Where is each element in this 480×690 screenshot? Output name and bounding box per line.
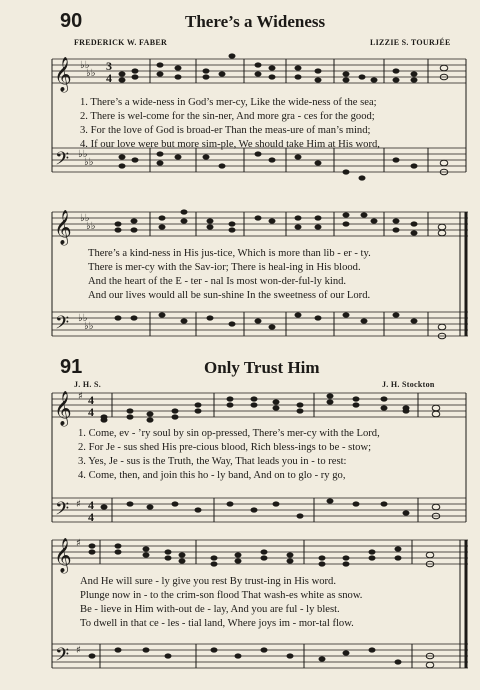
svg-text:4: 4	[88, 498, 94, 512]
svg-text:𝄢: 𝄢	[55, 149, 70, 174]
verse-line: 1. There’s a wide-ness in God’s mer-cy, Like the wide-ness of the sea;	[80, 97, 377, 108]
staff-bass-90-2	[52, 312, 468, 338]
verse-line: To dwell in that ce - les - tial land, Where joys im - mor-tal flow.	[80, 618, 354, 629]
svg-text:𝄢: 𝄢	[55, 645, 70, 670]
svg-text:𝄞: 𝄞	[54, 391, 72, 426]
svg-text:𝄢: 𝄢	[55, 313, 70, 338]
verse-line: And the heart of the E - ter - nal Is most won-der-ful-ly kind.	[88, 276, 347, 287]
composer-credit: J. H. Stockton	[382, 380, 435, 389]
svg-text:4: 4	[88, 405, 94, 419]
hymn-title: Only Trust Him	[204, 358, 320, 377]
svg-text:♭♭: ♭♭	[86, 68, 96, 79]
author-credit: J. H. S.	[74, 380, 102, 389]
svg-text:♭♭: ♭♭	[78, 313, 88, 324]
svg-text:3: 3	[106, 59, 112, 73]
svg-text:𝄞: 𝄞	[54, 538, 72, 573]
verse-line: And our lives would all be sun-shine In the sweetness of our Lord.	[88, 290, 371, 301]
verse-line: There’s a kind-ness in His jus-tice, Which is more than lib - er - ty.	[88, 248, 371, 259]
author-credit: FREDERICK W. FABER	[74, 38, 168, 47]
verse-line: There is mer-cy with the Sav-ior; There is heal-ing in His blood.	[88, 262, 361, 273]
svg-text:♯: ♯	[78, 391, 83, 402]
verse-line: 1. Come, ev - ’ry soul by sin op-pressed, There’s mer-cy with the Lord,	[78, 428, 380, 439]
barlines-90-2	[150, 212, 466, 336]
svg-text:♭♭: ♭♭	[84, 321, 94, 332]
staff-bass-91-2	[52, 644, 468, 670]
svg-text:♭♭: ♭♭	[78, 149, 88, 160]
svg-text:♯: ♯	[76, 645, 81, 656]
svg-text:𝄞: 𝄞	[54, 57, 72, 92]
svg-text:4: 4	[88, 510, 94, 524]
hymn-number: 90	[60, 10, 83, 32]
verse-line: 3. For the love of God is broad-er Than the meas-ure of man’s mind;	[80, 125, 371, 136]
svg-text:𝄢: 𝄢	[55, 499, 70, 524]
verse-line: 3. Yes, Je - sus is the Truth, the Way, That leads you in - to rest:	[78, 456, 347, 467]
svg-text:4: 4	[106, 71, 112, 85]
verse-line: Plunge now in - to the crim-son flood That wash-es white as snow.	[80, 590, 363, 601]
verse-line: 4. Come, then, and join this ho - ly band, And on to glo - ry go,	[78, 470, 346, 481]
verse-line: 2. There is wel-come for the sin-ner, And more gra - ces for the good;	[80, 111, 375, 122]
svg-text:4: 4	[88, 393, 94, 407]
svg-text:♭♭: ♭♭	[80, 213, 90, 224]
svg-text:♯: ♯	[76, 538, 81, 549]
svg-text:𝄞: 𝄞	[54, 210, 72, 245]
svg-text:♭♭: ♭♭	[86, 221, 96, 232]
verse-line: And He will sure - ly give you rest By trust-ing in His word.	[80, 576, 336, 587]
svg-text:♯: ♯	[76, 499, 81, 510]
svg-text:♭♭: ♭♭	[84, 157, 94, 168]
verse-line: 2. For Je - sus shed His pre-cious blood, Rich bless-ings to be - stow;	[78, 442, 372, 453]
verse-line: 4. If our love were but more sim-ple, We should take Him at His word,	[80, 139, 380, 150]
hymn-number: 91	[60, 356, 83, 378]
svg-text:♭♭: ♭♭	[80, 60, 90, 71]
verse-line: Be - lieve in Him with-out de - lay, And you are ful - ly blest.	[80, 604, 340, 615]
composer-credit: LIZZIE S. TOURJÉE	[370, 38, 451, 47]
hymn-title: There’s a Wideness	[185, 12, 326, 31]
